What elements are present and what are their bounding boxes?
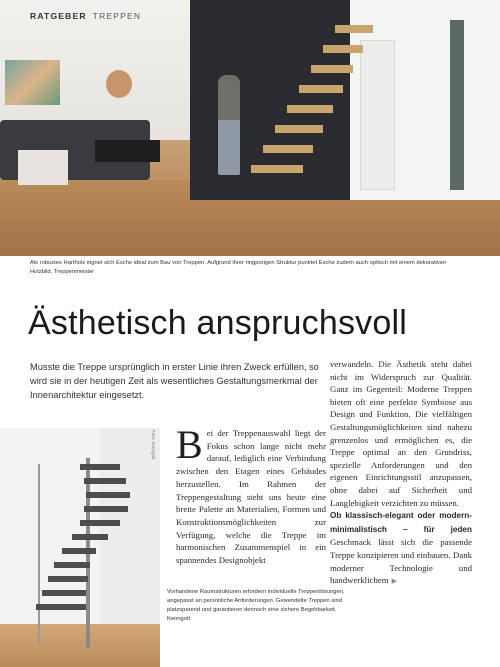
body-text-3: [330, 509, 472, 588]
photo-credit: Foto: Kenngott: [151, 430, 156, 460]
body-column-1: [176, 422, 326, 567]
running-header: [0, 0, 500, 26]
article-headline: Ästhetisch anspruchsvoll: [28, 304, 407, 342]
lead-paragraph: Musste die Treppe ursprünglich in erster Linie ihren Zweck erfüllen, so wird sie in der heutigen Zeit als wesentliches Gestaltungsmerkmal der Innenarchitektur eingesetzt.: [30, 362, 319, 401]
triangle-right-icon: ▶: [391, 577, 398, 586]
drop-cap: B: [176, 422, 203, 467]
body-text-4: Geschmack lässt sich die passende Treppe konzipieren und einbauen. Dank moderner Technologie und handwerklichem: [330, 537, 472, 586]
living-room-stair-photo: [0, 0, 500, 256]
section-label: RATGEBER TREPPEN: [30, 11, 142, 21]
spiral-stair-photo: [0, 428, 160, 667]
body-column-2: [330, 358, 472, 588]
subhead-bold: Ob klassisch-elegant oder modern-minimalistisch – für jeden: [330, 511, 472, 534]
body-text-2: verwandeln. Die Ästhetik steht dabei nicht im Widerspruch zur Qualität. Ganz im Gegenteil: Moderne Treppen bieten oft eine perfekte Symbiose aus Design und Funktion. Die vielfältigen Gestaltungsmöglichkeiten sind nahezu grenzenlos und ermöglichen es, die Treppe optimal an den Grundriss, spezielle Anforderungen und den eigenen Einrichtungsstil anzupassen, ohne dabei auf Sicherheit und Langlebigkeit verzichten zu müssen.: [330, 359, 472, 508]
photo-caption-bottom: Vorhandene Raumstrukturen erfordern individuelle Treppenlösungen, angepasst an persönliche Anforderungen. Gewendelte Treppen sind platzsparend und garantieren dennoch eine sichere Begehbarkeit. Kenngott: [167, 589, 345, 622]
body-text-1: ei der Treppenauswahl liegt der Fokus schon lange nicht mehr darauf, lediglich eine Verbindung zwischen den Etagen eines Gebäudes herzustellen. Im Rahmen der Treppengestaltung steht uns heute eine breite Palette an Materialien, Formen und Konstruktionsmöglichkeiten zur Verfügung, welche die Treppe im harmonischen Zusammenspiel in ein spannendes Designobjekt: [176, 428, 326, 566]
photo-caption-top: Als robustes Hartholz eignet sich Esche ideal zum Bau von Treppen. Aufgrund ihrer ringporigen Struktur punktet Esche zudem auch optisch mit einem dekorativen Holzbild. Treppenmeister: [30, 260, 447, 275]
